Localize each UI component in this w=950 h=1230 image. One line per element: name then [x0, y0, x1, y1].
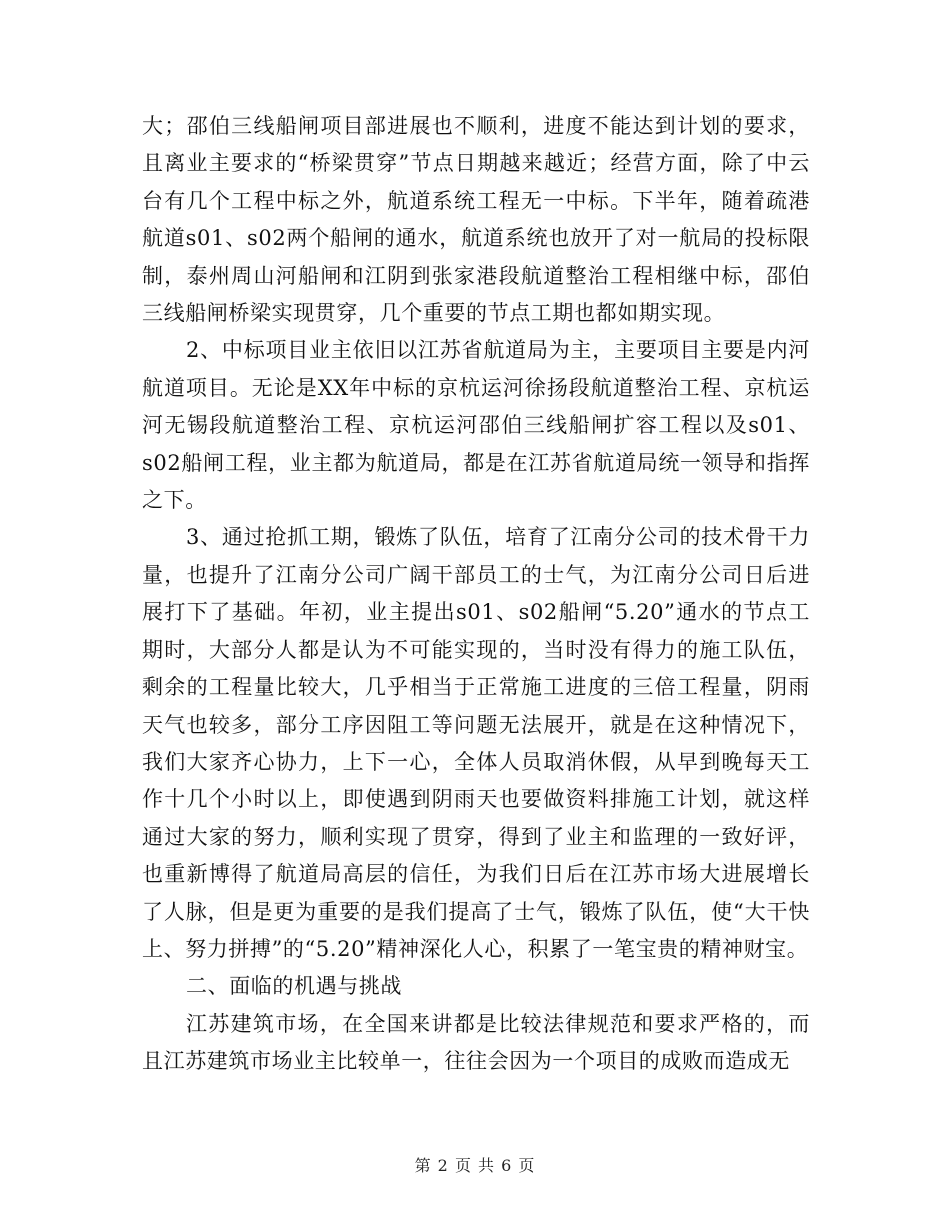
- paragraph-final: 江苏建筑市场，在全国来讲都是比较法律规范和要求严格的，而且江苏建筑市场业主比较单一，往往会因为一个项目的成败而造成无: [142, 1011, 810, 1074]
- document-body: [142, 108, 810, 1081]
- paragraph-item-3: 3、通过抢抓工期，锻炼了队伍，培育了江南分公司的技术骨干力量，也提升了江南分公司广阔干部员工的士气，为江南分公司日后进展打下了基础。年初，业主提出s01、s02船闸“5.20”通水的节点工期时，大部分人都是认为不可能实现的，当时没有得力的施工队伍，剩余的工程量比较大，几乎相当于正常施工进度的三倍工程量，阴雨天气也较多，部分工序因阻工等问题无法展开，就是在这种情况下，我们大家齐心协力，上下一心，全体人员取消休假，从早到晚每天工作十几个小时以上，即使遇到阴雨天也要做资料排施工计划，就这样通过大家的努力，顺利实现了贯穿，得到了业主和监理的一致好评，也重新博得了航道局高层的信任，为我们日后在江苏市场大进展增长了人脉，但是更为重要的是我们提高了士气，锻炼了队伍，使“大干快上、努力拼搏”的“5.20”精神深化人心，积累了一笔宝贵的精神财宝。: [142, 525, 810, 961]
- paragraph-continuation: 大；邵伯三线船闸项目部进展也不顺利，进度不能达到计划的要求，且离业主要求的“桥梁贯穿”节点日期越来越近；经营方面，除了中云台有几个工程中标之外，航道系统工程无一中标。下半年，随着疏港航道s01、s02两个船闸的通水，航道系统也放开了对一航局的投标限制，泰州周山河船闸和江阴到张家港段航道整治工程相继中标，邵伯三线船闸桥梁实现贯穿，几个重要的节点工期也都如期实现。: [142, 114, 810, 326]
- paragraph-item-2: 2、中标项目业主依旧以江苏省航道局为主，主要项目主要是内河航道项目。无论是XX年中标的京杭运河徐扬段航道整治工程、京杭运河无锡段航道整治工程、京杭运河邵伯三线船闸扩容工程以及s01、s02船闸工程，业主都为航道局，都是在江苏省航道局统一领导和指挥之下。: [142, 338, 810, 513]
- page-number-footer: 第 2 页 共 6 页: [414, 1156, 536, 1175]
- section-heading: 二、面临的机遇与挑战: [186, 974, 402, 999]
